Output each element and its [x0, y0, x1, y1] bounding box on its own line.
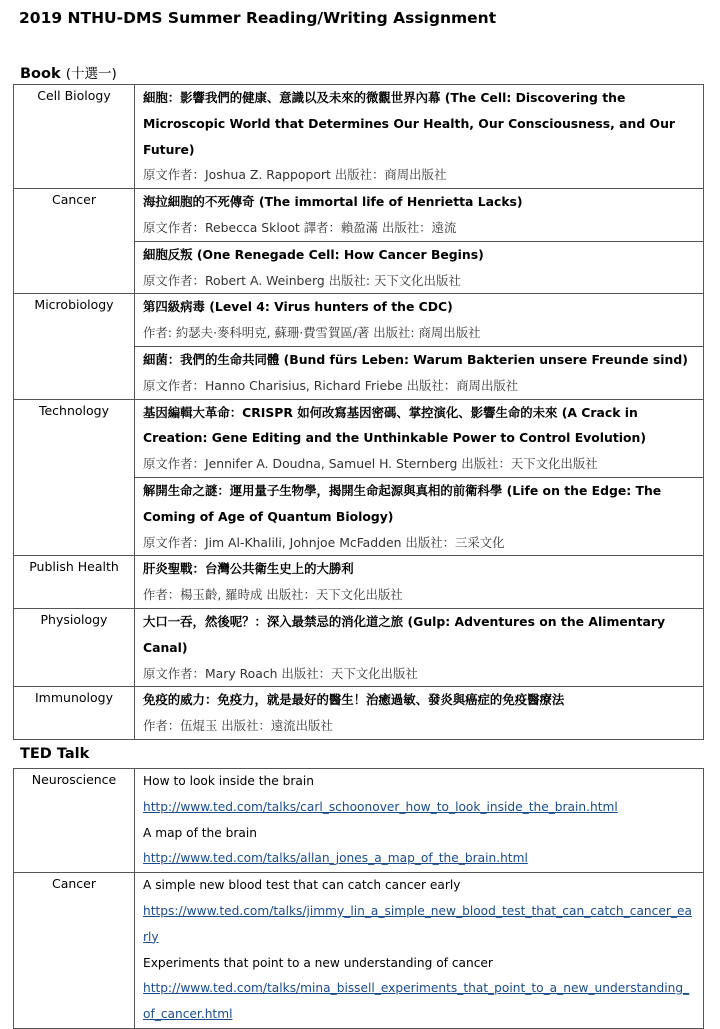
- book-heading-text: Book: [20, 66, 61, 82]
- book-title: 肝炎聖戰：台灣公共衛生史上的大勝利: [143, 561, 354, 577]
- book-entry: [135, 294, 703, 346]
- book-author-publisher: 作者：楊玉齡, 羅時成 出版社：天下文化出版社: [143, 587, 403, 603]
- book-entry: [135, 400, 703, 477]
- ted-talk-title: A simple new blood test that can catch cancer early: [143, 878, 461, 893]
- book-entry: [135, 241, 703, 294]
- book-category-cell: [14, 85, 135, 189]
- book-title: 海拉細胞的不死傳奇 (The immortal life of Henrietta Lacks): [143, 194, 523, 210]
- ted-talk-link[interactable]: http://www.ted.com/talks/allan_jones_a_map_of_the_brain.html: [143, 851, 528, 866]
- ted-category-cell: [14, 769, 135, 873]
- book-author-publisher: 原文作者：Joshua Z. Rappoport 出版社：商周出版社: [143, 167, 447, 183]
- ted-row: [14, 873, 704, 1029]
- book-row: [14, 189, 704, 294]
- book-row: [14, 399, 704, 556]
- book-author-publisher: 作者: 約瑟夫·麥科明克, 蘇珊·費雪賀區/著 出版社: 商周出版社: [143, 325, 481, 341]
- ted-talk-title: A map of the brain: [143, 825, 257, 840]
- book-category-cell: [14, 687, 135, 740]
- document-title: 2019 NTHU-DMS Summer Reading/Writing Assignment: [19, 9, 497, 27]
- book-table: [13, 84, 704, 740]
- book-category-cell: [14, 608, 135, 686]
- book-category-label: Technology: [38, 402, 110, 418]
- book-category-label: Immunology: [35, 690, 113, 706]
- book-subheading-text: (十選一): [65, 66, 117, 82]
- book-author-publisher: 作者：伍焜玉 出版社：遠流出版社: [143, 718, 333, 734]
- book-author-publisher: 原文作者：Rebecca Skloot 譯者：賴盈滿 出版社：遠流: [143, 219, 457, 235]
- ted-section-heading: TED Talk: [20, 746, 90, 762]
- book-entries-cell: [135, 556, 704, 609]
- book-title: 基因編輯大革命：CRISPR 如何改寫基因密碼、掌控演化、影響生命的未來 (A Crack in Creation: Gene Editing and the Unthinkable Power to Control Evolution): [143, 404, 647, 446]
- book-entries-cell: [135, 687, 704, 740]
- book-row: [14, 85, 704, 189]
- book-entries-cell: [135, 85, 704, 189]
- book-category-label: Cell Biology: [37, 88, 111, 103]
- ted-talk-link[interactable]: http://www.ted.com/talks/mina_bissell_experiments_that_point_to_a_new_understanding_of_cancer.html: [143, 981, 690, 1022]
- book-category-cell: [14, 189, 135, 294]
- book-entry: [135, 189, 703, 241]
- ted-talk-link[interactable]: http://www.ted.com/talks/carl_schoonover_how_to_look_inside_the_brain.html: [143, 799, 618, 814]
- book-entry: [135, 556, 703, 608]
- book-category-label: Microbiology: [34, 297, 114, 313]
- ted-talk-title: How to look inside the brain: [143, 774, 314, 788]
- book-entry: [135, 687, 703, 739]
- book-entries-cell: [135, 608, 704, 686]
- ted-talk-title: Experiments that point to a new understanding of cancer: [143, 955, 493, 970]
- book-row: [14, 608, 704, 686]
- book-category-cell: [14, 556, 135, 609]
- book-section-heading: [20, 62, 117, 82]
- book-entries-cell: [135, 294, 704, 399]
- book-row: [14, 687, 704, 740]
- book-category-label: Cancer: [51, 192, 96, 208]
- book-author-publisher: 原文作者：Mary Roach 出版社：天下文化出版社: [143, 665, 418, 681]
- book-title: 解開生命之謎：運用量子生物學，揭開生命起源與真相的前衛科學 (Life on the Edge: The Coming of Age of Quantum Biology): [143, 482, 662, 524]
- book-category-label: Physiology: [40, 611, 108, 627]
- book-row: [14, 556, 704, 609]
- ted-category-label: Cancer: [51, 876, 96, 892]
- book-author-publisher: 原文作者：Jim Al-Khalili, Johnjoe McFadden 出版社：三采文化: [143, 534, 505, 550]
- book-title: 免疫的威力：免疫力，就是最好的醫生！治癒過敏、發炎與癌症的免疫醫療法: [143, 692, 565, 708]
- ted-category-label: Neuroscience: [31, 772, 117, 787]
- ted-talk-link[interactable]: https://www.ted.com/talks/jimmy_lin_a_simple_new_blood_test_that_can_catch_cancer_early: [143, 903, 692, 944]
- ted-table: [13, 768, 704, 1029]
- book-entry: [135, 346, 703, 399]
- book-author-publisher: 原文作者：Hanno Charisius, Richard Friebe 出版社：商周出版社: [143, 377, 519, 393]
- book-author-publisher: 原文作者：Jennifer A. Doudna, Samuel H. Sternberg 出版社：天下文化出版社: [143, 456, 598, 472]
- book-row: [14, 294, 704, 399]
- book-title: 細菌：我們的生命共同體 (Bund fürs Leben: Warum Bakterien unsere Freunde sind): [143, 351, 688, 367]
- book-entry: [135, 477, 703, 555]
- book-entry: [135, 85, 703, 188]
- book-title: 細胞：影響我們的健康、意識以及未來的微觀世界內幕 (The Cell: Discovering the Microscopic World that Determines Our Health, Our Consciousness, and Our Future): [143, 90, 676, 157]
- ted-talks-cell: [135, 769, 704, 873]
- book-author-publisher: 原文作者：Robert A. Weinberg 出版社: 天下文化出版社: [143, 272, 461, 288]
- book-title: 細胞反叛 (One Renegade Cell: How Cancer Begins): [143, 246, 484, 262]
- book-category-label: Publish Health: [29, 559, 119, 575]
- book-title: 大口一吞，然後呢？：深入最禁忌的消化道之旅 (Gulp: Adventures on the Alimentary Canal): [143, 613, 666, 655]
- book-category-cell: [14, 399, 135, 556]
- ted-talks-cell: [135, 873, 704, 1029]
- ted-category-cell: [14, 873, 135, 1029]
- book-title: 第四級病毒 (Level 4: Virus hunters of the CDC): [143, 299, 453, 315]
- book-entries-cell: [135, 399, 704, 556]
- ted-row: [14, 769, 704, 873]
- book-entry: [135, 609, 703, 686]
- book-entries-cell: [135, 189, 704, 294]
- book-category-cell: [14, 294, 135, 399]
